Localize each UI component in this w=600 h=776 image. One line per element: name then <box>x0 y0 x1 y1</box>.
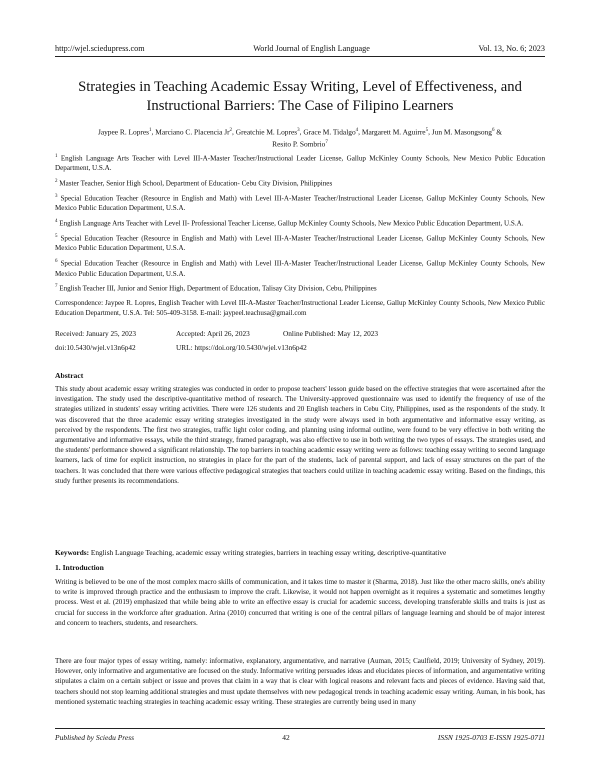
affiliation-item <box>55 282 545 293</box>
publisher: Published by Sciedu Press <box>55 733 135 742</box>
keywords-label: Keywords: <box>55 548 90 557</box>
author-affil-mark: 4 <box>355 128 359 133</box>
affiliation-item <box>55 257 545 279</box>
keywords <box>55 548 545 558</box>
author-name: Jaypee R. Lopres <box>97 127 150 137</box>
affiliation-text: Master Teacher, Senior High School, Department of Education- Cebu City Division, Philippines <box>59 179 333 188</box>
affiliation-mark: 4 <box>55 219 58 225</box>
affiliations <box>55 152 545 318</box>
affiliation-text: Special Education Teacher (Resource in English and Math) with Level III-A-Master Teacher/Instructional Leader License, Gallup McKinley County Schools, New Mexico Public Education Department, U.S.A. <box>55 259 545 278</box>
running-header <box>55 44 545 57</box>
doi-url[interactable]: URL: https://doi.org/10.5430/wjel.v13n6p42 <box>176 342 307 352</box>
volume-issue: Vol. 13, No. 6; 2023 <box>478 44 545 53</box>
intro-paragraph-1: Writing is believed to be one of the most complex macro skills of communication, and it takes time to master it (Sharma, 2018). Just like the other macro skills, one's ability to write is improved through practice and the enthusiasm to improve the craft. Likewise, it would not happen overnight as it requires a systematic and sometimes lengthy process. West et al. (2019) emphasized that while being able to write an effective essay is crucial for academic success, developing transferable skills and traits is just as crucial for success in the workforce after graduation. Arina (2010) concurred that writing is one of the central pillars of language learning and should be of major interest and concern to teachers, students, and researchers. <box>55 578 545 627</box>
author-list: Jaypee R. Lopres$^1$, Marciano C. Placencia Jr$^2$, Greatchie M. Lopres$^3$, Grace M. Tidalgo$^4$, Margarett M. Aguirre$^5$, Jun M. Masongsong$^6$ & Resito P. Sombrio$^7$ <box>97 127 503 149</box>
author-affil-mark: 1 <box>149 128 152 133</box>
affiliation-mark: 2 <box>55 179 58 185</box>
publication-dates <box>55 327 545 354</box>
title-line-1: Strategies in Teaching Academic Essay Writing, Level of Effectiveness, and <box>78 79 522 95</box>
title-line-2: Instructional Barriers: The Case of Filipino Learners <box>146 98 454 114</box>
affiliation-mark: 5 <box>55 234 58 239</box>
affiliation-text: English Language Arts Teacher with Level II- Professional Teacher License, Gallup McKinley County Schools, New Mexico Public Education Department, U.S.A. <box>59 219 524 228</box>
author-affil-mark: 2 <box>229 128 233 133</box>
journal-name: World Journal of English Language <box>253 44 370 53</box>
affiliation-text: Special Education Teacher (Resource in English and Math) with Level III-A-Master Teacher/Instructional Leader License, Gallup McKinley County Schools, New Mexico Public Education Department, U.S.A. <box>55 234 545 253</box>
author-affil-mark: 6 <box>491 128 495 133</box>
affiliation-item <box>55 152 545 174</box>
abstract-text: This study about academic essay writing strategies was conducted in order to propose teachers' lesson guide based on the effective strategies that were ascertained after the investigation. The study used the descriptive-quantitative method of research. The University-approved questionnaire was used to identify the frequency of use of the strategies utilized in students' essay writing activities. There were 126 students and 20 English teachers in Cebu City, Philippines, used as the respondents of the study. It was discovered that the three academic essay writing strategies investigated in the study were always used in both argumentative and informative essay writing, as perceived by the respondents. The first two strategies, traffic light color coding, and planning using informal outline, were found to be very effective in both writing the argumentative and informative essays, while the third strategy, framed paragraph, was also effective to use in both writing the two types of essays. The strategies used, and the students' performance showed a significant relationship. The top barriers in teaching academic essay writing were as follows: teaching essay writing to second language learners, lack of time for explicit instruction, no strategies in place for the part of the students, lack of parental support, and lack of essay structures on the part of the teachers. It was concluded that there were various effective pedagogical strategies that teachers could utilize in teaching academic essay writing. Based on the findings, this study further presents its recommendations. <box>55 385 545 485</box>
affiliation-item <box>55 217 545 228</box>
abstract-heading: Abstract <box>55 371 84 380</box>
author-name: Grace M. Tidalgo <box>303 127 356 137</box>
author-affil-mark: 7 <box>325 139 328 145</box>
affiliation-text: English Language Arts Teacher with Level III-A-Master Teacher/Instructional Leader License, Gallup McKinley County Schools, New Mexico Public Education Department, U.S.A. <box>55 154 545 173</box>
author-name: Margarett M. Aguirre <box>361 127 426 137</box>
author-name: Marciano C. Placencia Jr <box>155 127 230 137</box>
affiliation-item <box>55 232 545 254</box>
affiliation-item <box>55 192 545 214</box>
accepted-date: Accepted: April 26, 2023 <box>176 329 250 338</box>
affiliation-mark: 1 <box>55 154 58 159</box>
affiliation-item <box>55 177 545 188</box>
keywords-text: English Language Teaching, academic essay writing strategies, barriers in teaching essay writing, descriptive-quantitative <box>90 548 447 557</box>
doi: doi:10.5430/wjel.v13n6p42 <box>55 342 136 352</box>
published-date: Online Published: May 12, 2023 <box>283 329 379 338</box>
correspondence: Correspondence: Jaypee R. Lopres, English Teacher with Level III-A-Master Teacher/Instructional Leader License, Gallup McKinley County Schools, New Mexico Public Education Department, U.S.A. Tel: 505-409-3158. E-mail: jaypeel.teachusa@gmail.com <box>55 298 545 317</box>
issn: ISSN 1925-0703 E-ISSN 1925-0711 <box>437 733 545 742</box>
author-name: Jun M. Masongsong <box>431 127 492 137</box>
intro-paragraph-2: There are four major types of essay writing, namely: informative, explanatory, argumentative, and narrative (Auman, 2015; Caulfield, 2019; University of Sydney, 2019). However, only informative and argumentative are focused on the study. Informative writing persuades ideas and elucidates pieces of information, and argumentative writing stipulates a claim on a certain subject or issue and proves that claim in a way that is clear with logical reasons and relevant facts and pieces of evidence. Having said that, teachers should not stop learning additional strategies and must update themselves with new pedagogical trends in teaching academic essay writing. Auman, in his book, has mentioned systematic teaching strategies in teaching academic essay writing. These strategies are currently being used in many <box>55 657 545 706</box>
author-affil-mark: 5 <box>425 128 429 133</box>
affiliation-mark: 6 <box>55 259 58 265</box>
section-heading-introduction: 1. Introduction <box>55 563 104 572</box>
author-affil-mark: 3 <box>297 128 300 133</box>
author-name: Greatchie M. Lopres <box>235 127 298 137</box>
affiliation-text: English Teacher III, Junior and Senior High, Department of Education, Talisay City Division, Cebu, Philippines <box>59 284 377 293</box>
received-date: Received: January 25, 2023 <box>55 329 137 338</box>
page-number: 42 <box>282 733 290 742</box>
affiliation-text: Special Education Teacher (Resource in English and Math) with Level III-A-Master Teacher/Instructional Leader License, Gallup McKinley County Schools, New Mexico Public Education Department, U.S.A. <box>55 194 545 213</box>
paper-title <box>40 78 560 116</box>
page-footer <box>55 728 545 742</box>
journal-url[interactable]: http://wjel.sciedupress.com <box>55 44 145 53</box>
author-name: Resito P. Sombrio <box>272 139 326 149</box>
affiliation-mark: 7 <box>55 284 58 290</box>
affiliation-mark: 3 <box>55 194 58 199</box>
